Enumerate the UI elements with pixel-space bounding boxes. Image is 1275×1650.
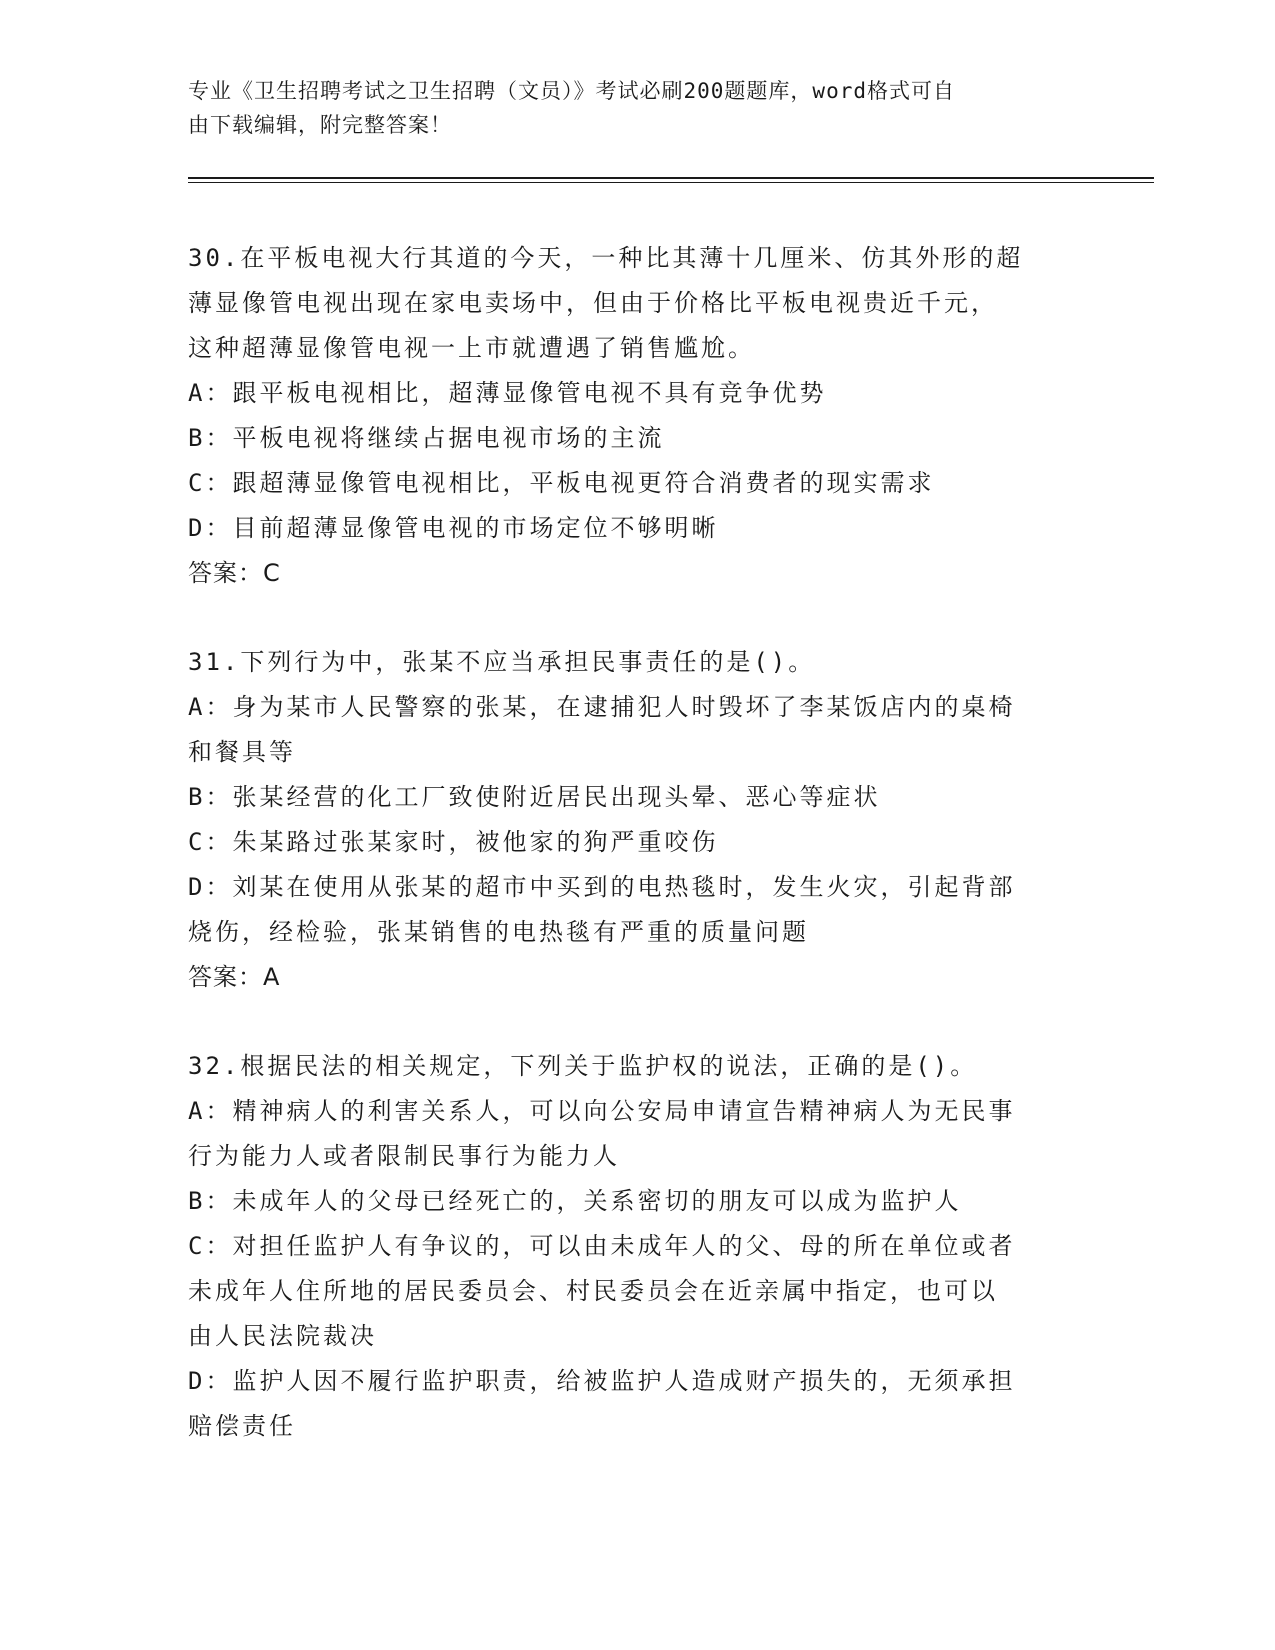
option-b: B：张某经营的化工厂致使附近居民出现头晕、恶心等症状 <box>188 783 881 811</box>
option-line: 未成年人住所地的居民委员会、村民委员会在近亲属中指定，也可以 <box>188 1277 998 1305</box>
option-line: 行为能力人或者限制民事行为能力人 <box>188 1142 620 1170</box>
header-line: 专业《卫生招聘考试之卫生招聘（文员）》考试必刷200题题库，word格式可自 <box>188 79 955 103</box>
option-line: 烧伤，经检验，张某销售的电热毯有严重的质量问题 <box>188 918 809 946</box>
header-divider <box>188 177 1154 183</box>
header-line: 由下载编辑，附完整答案！ <box>188 113 452 137</box>
option-line: A：身为某市人民警察的张某，在逮捕犯人时毁坏了李某饭店内的桌椅 <box>188 693 1016 721</box>
option-c <box>188 1224 1078 1359</box>
question-text: 31.下列行为中，张某不应当承担民事责任的是()。 <box>188 648 816 676</box>
option-a <box>188 685 1078 775</box>
option-line: 赔偿责任 <box>188 1412 296 1440</box>
question-list <box>188 236 1078 1493</box>
option-d <box>188 865 1078 955</box>
option-b: B：平板电视将继续占据电视市场的主流 <box>188 424 665 452</box>
answer: 答案：A <box>188 963 281 991</box>
option-line: D：监护人因不履行监护职责，给被监护人造成财产损失的，无须承担 <box>188 1367 1016 1395</box>
option-line: 和餐具等 <box>188 738 296 766</box>
question-31 <box>188 640 1078 1000</box>
option-line: 由人民法院裁决 <box>188 1322 377 1350</box>
option-line: C：对担任监护人有争议的，可以由未成年人的父、母的所在单位或者 <box>188 1232 1016 1260</box>
question-text: 这种超薄显像管电视一上市就遭遇了销售尴尬。 <box>188 334 755 362</box>
question-32 <box>188 1044 1078 1449</box>
page-header <box>188 74 1068 142</box>
option-d: D：目前超薄显像管电视的市场定位不够明晰 <box>188 514 719 542</box>
answer: 答案：C <box>188 559 281 587</box>
option-line: A：精神病人的利害关系人，可以向公安局申请宣告精神病人为无民事 <box>188 1097 1016 1125</box>
option-a <box>188 1089 1078 1179</box>
option-c: C：朱某路过张某家时，被他家的狗严重咬伤 <box>188 828 719 856</box>
question-30 <box>188 236 1078 596</box>
option-b: B：未成年人的父母已经死亡的，关系密切的朋友可以成为监护人 <box>188 1187 962 1215</box>
question-text: 32.根据民法的相关规定，下列关于监护权的说法，正确的是()。 <box>188 1052 978 1080</box>
option-line: D：刘某在使用从张某的超市中买到的电热毯时，发生火灾，引起背部 <box>188 873 1016 901</box>
question-text: 30.在平板电视大行其道的今天，一种比其薄十几厘米、仿其外形的超 <box>188 244 1024 272</box>
option-d <box>188 1359 1078 1449</box>
question-text: 薄显像管电视出现在家电卖场中，但由于价格比平板电视贵近千元， <box>188 289 998 317</box>
option-c: C：跟超薄显像管电视相比，平板电视更符合消费者的现实需求 <box>188 469 935 497</box>
option-a: A：跟平板电视相比，超薄显像管电视不具有竞争优势 <box>188 379 827 407</box>
